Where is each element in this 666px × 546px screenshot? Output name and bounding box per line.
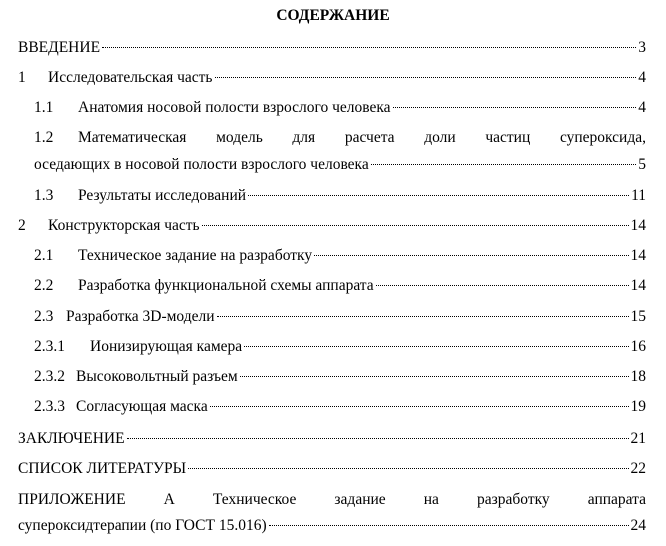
toc-label: Высоковольтный разъем xyxy=(76,368,238,385)
toc-number: 2.2 xyxy=(34,277,54,294)
toc-page-number: 18 xyxy=(630,368,646,385)
toc-entry-introduction[interactable] xyxy=(18,38,646,58)
toc-page-number: 15 xyxy=(630,308,646,325)
toc-number: 2.3.3 xyxy=(34,398,65,415)
toc-entry-1[interactable] xyxy=(18,68,646,88)
toc-label: ПРИЛОЖЕНИЕ А Техническое задание на разработку аппарата xyxy=(18,491,646,508)
toc-page-number: 22 xyxy=(630,460,646,477)
toc-entry-2[interactable] xyxy=(18,216,646,236)
toc-entry-appendix-a-line2[interactable] xyxy=(18,516,646,536)
toc-entry-2-1[interactable] xyxy=(34,246,646,266)
toc-number: 1.1 xyxy=(34,99,54,116)
toc-label: Математическая модель для расчета доли частиц супероксида, xyxy=(78,129,646,146)
toc-label: Конструкторская часть xyxy=(48,217,200,234)
toc-entry-1-2-line2[interactable] xyxy=(34,155,646,175)
toc-number: 2.1 xyxy=(34,247,54,264)
toc-number: 2.3.1 xyxy=(34,338,65,355)
toc-entry-2-3-2[interactable] xyxy=(34,367,646,387)
toc-entry-2-2[interactable] xyxy=(34,276,646,296)
toc-page-number: 14 xyxy=(630,247,646,264)
toc-page-number: 14 xyxy=(630,277,646,294)
toc-label: ВВЕДЕНИЕ xyxy=(18,39,101,56)
toc-leader xyxy=(215,77,637,78)
toc-label: супероксидтерапии (по ГОСТ 15.016) xyxy=(18,517,267,534)
toc-label: Согласующая маска xyxy=(76,398,208,415)
toc-page-number: 5 xyxy=(638,156,646,173)
toc-leader xyxy=(240,376,629,377)
toc-page-number: 11 xyxy=(631,187,646,204)
toc-label: Разработка 3D-модели xyxy=(66,308,215,325)
toc-label: СПИСОК ЛИТЕРАТУРЫ xyxy=(18,460,187,477)
toc-leader xyxy=(217,316,629,317)
toc-entry-2-3[interactable] xyxy=(34,307,646,327)
toc-label: Исследовательская часть xyxy=(48,69,213,86)
toc-leader xyxy=(376,285,629,286)
toc-page-number: 3 xyxy=(638,39,646,56)
toc-entry-1-3[interactable] xyxy=(34,186,646,206)
toc-leader xyxy=(202,225,629,226)
toc-number: 1.3 xyxy=(34,187,54,204)
toc-number: 1.2 xyxy=(34,129,54,146)
toc-page-number: 24 xyxy=(630,517,646,534)
toc-label: Разработка функциональной схемы аппарата xyxy=(78,277,374,294)
toc-entry-2-3-1[interactable] xyxy=(34,337,646,357)
toc-leader xyxy=(393,107,637,108)
toc-number: 2.3.2 xyxy=(34,368,65,385)
toc-entry-2-3-3[interactable] xyxy=(34,397,646,417)
toc-page-number: 4 xyxy=(638,69,646,86)
toc-entry-appendix-a-line1[interactable] xyxy=(18,490,646,510)
toc-leader xyxy=(248,195,629,196)
toc-leader xyxy=(371,164,637,165)
toc-label: ЗАКЛЮЧЕНИЕ xyxy=(18,430,125,447)
toc-leader xyxy=(188,468,628,469)
toc-leader xyxy=(210,406,629,407)
toc-entry-references[interactable] xyxy=(18,459,646,479)
toc-entry-conclusion[interactable] xyxy=(18,429,646,449)
toc-page-number: 16 xyxy=(630,338,646,355)
toc-leader xyxy=(102,47,636,48)
toc-number: 1 xyxy=(18,69,26,86)
toc-label: Результаты исследований xyxy=(78,187,247,204)
toc-label: Ионизирующая камера xyxy=(90,338,243,355)
toc-number: 2 xyxy=(18,217,26,234)
toc-label: Анатомия носовой полости взрослого человека xyxy=(78,99,391,116)
toc-label: оседающих в носовой полости взрослого человека xyxy=(34,156,369,173)
toc-leader xyxy=(269,525,629,526)
toc-page-number: 19 xyxy=(630,398,646,415)
toc-leader xyxy=(314,255,628,256)
toc-label: Техническое задание на разработку xyxy=(78,247,313,264)
toc-number: 2.3 xyxy=(34,308,54,325)
toc-entry-1-2-line1[interactable] xyxy=(34,128,646,148)
toc-entry-1-1[interactable] xyxy=(34,98,646,118)
toc-title: СОДЕРЖАНИЕ xyxy=(276,7,390,24)
toc-leader xyxy=(244,346,628,347)
toc-leader xyxy=(127,438,629,439)
toc-page-number: 4 xyxy=(638,99,646,116)
toc-page-number: 21 xyxy=(630,430,646,447)
toc-page-number: 14 xyxy=(630,217,646,234)
